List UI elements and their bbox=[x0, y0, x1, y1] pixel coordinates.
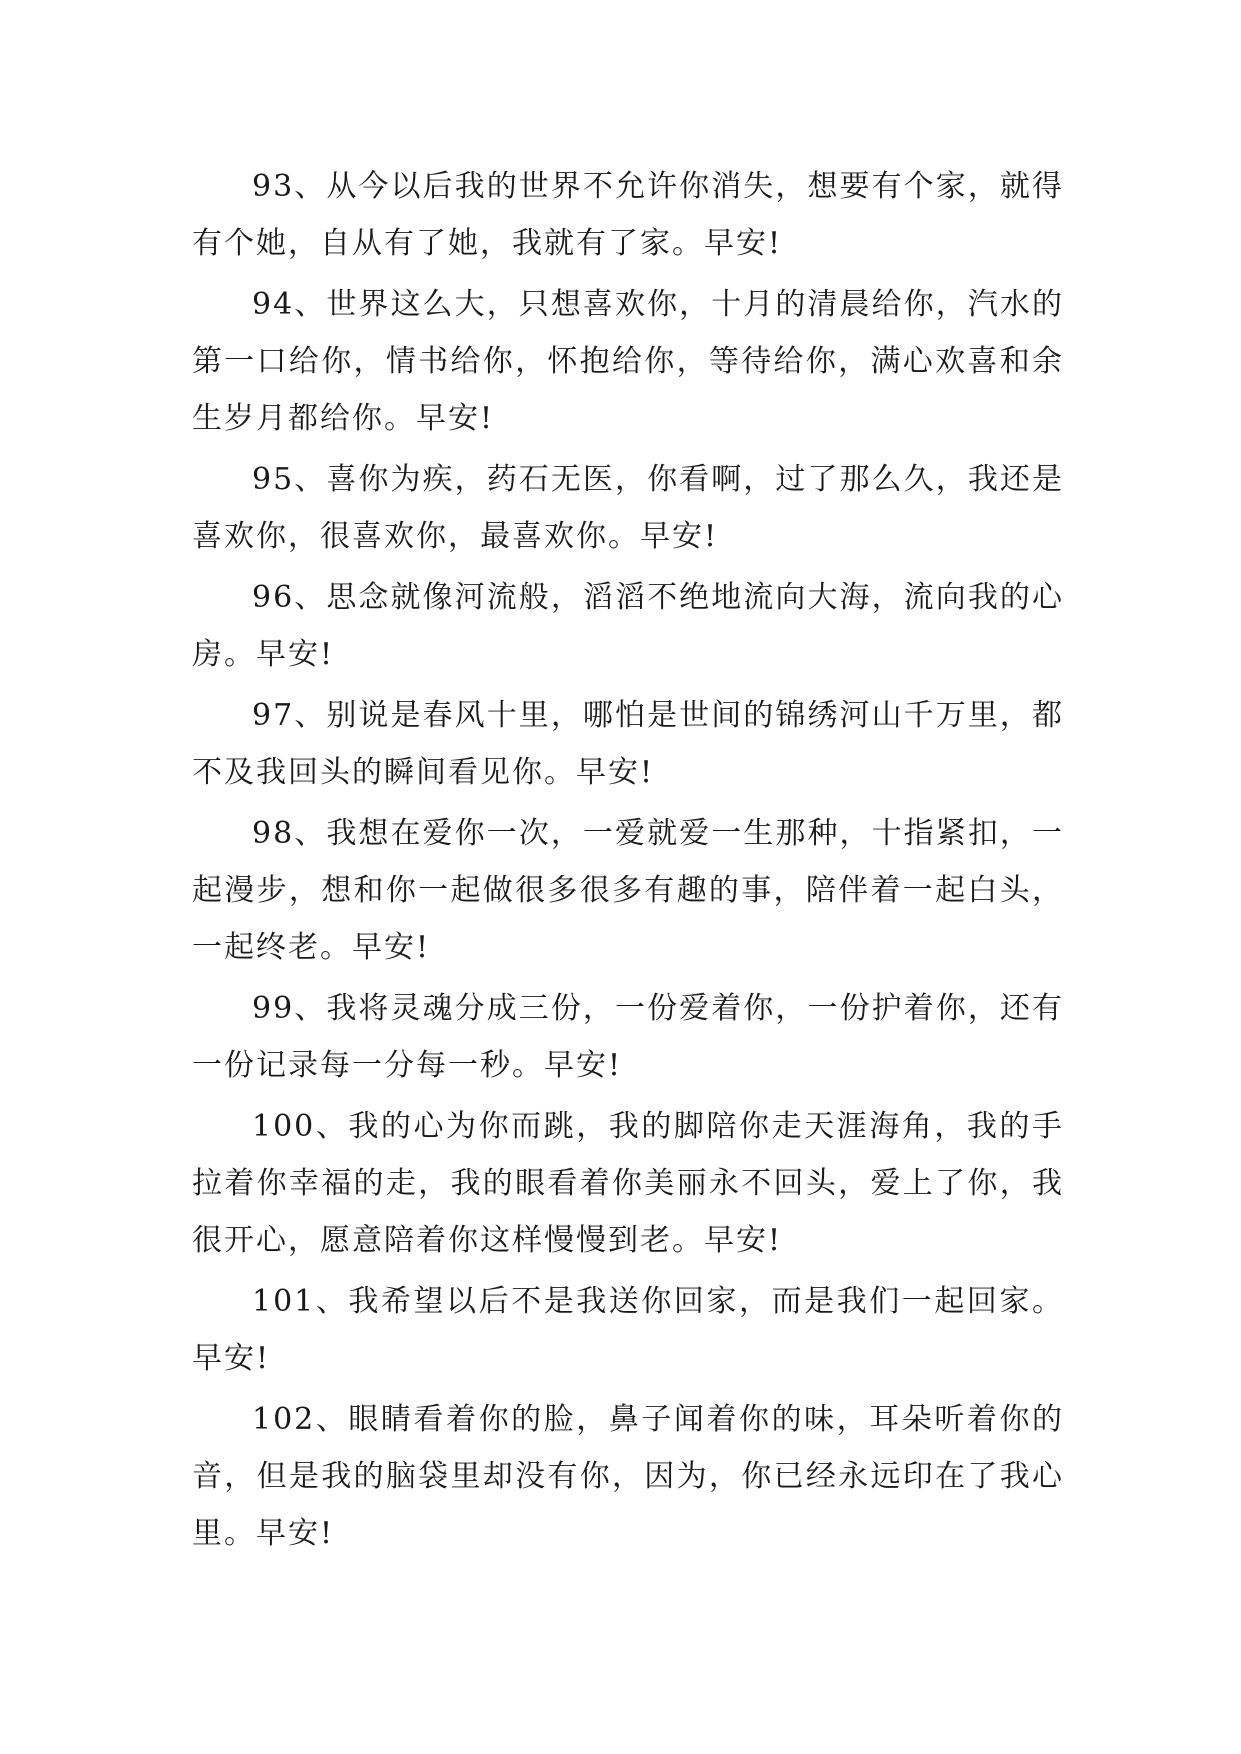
paragraph-93: 93、从今以后我的世界不允许你消失，想要有个家，就得有个她，自从有了她，我就有了家。早安! bbox=[192, 169, 1064, 261]
paragraph-101: 101、我希望以后不是我送你回家，而是我们一起回家。早安! bbox=[192, 1284, 1064, 1376]
paragraph-94: 94、世界这么大，只想喜欢你，十月的清晨给你，汽水的第一口给你，情书给你，怀抱给你，等待给你，满心欢喜和余生岁月都给你。早安! bbox=[192, 287, 1064, 436]
paragraph-102: 102、眼睛看着你的脸，鼻子闻着你的味，耳朵听着你的音，但是我的脑袋里却没有你，因为，你已经永远印在了我心里。早安! bbox=[192, 1402, 1064, 1551]
paragraph-98: 98、我想在爱你一次，一爱就爱一生那种，十指紧扣，一起漫步，想和你一起做很多很多有趣的事，陪伴着一起白头，一起终老。早安! bbox=[192, 816, 1064, 965]
paragraph-100: 100、我的心为你而跳，我的脚陪你走天涯海角，我的手拉着你幸福的走，我的眼看着你美丽永不回头，爱上了你，我很开心，愿意陪着你这样慢慢到老。早安! bbox=[192, 1109, 1064, 1258]
paragraph-97: 97、别说是春风十里，哪怕是世间的锦绣河山千万里，都不及我回头的瞬间看见你。早安! bbox=[192, 698, 1064, 790]
paragraph-99: 99、我将灵魂分成三份，一份爱着你，一份护着你，还有一份记录每一分每一秒。早安! bbox=[192, 991, 1064, 1083]
paragraph-95: 95、喜你为疾，药石无医，你看啊，过了那么久，我还是喜欢你，很喜欢你，最喜欢你。早安! bbox=[192, 462, 1064, 554]
paragraph-96: 96、思念就像河流般，滔滔不绝地流向大海，流向我的心房。早安! bbox=[192, 580, 1064, 672]
document-body bbox=[192, 158, 1064, 1566]
